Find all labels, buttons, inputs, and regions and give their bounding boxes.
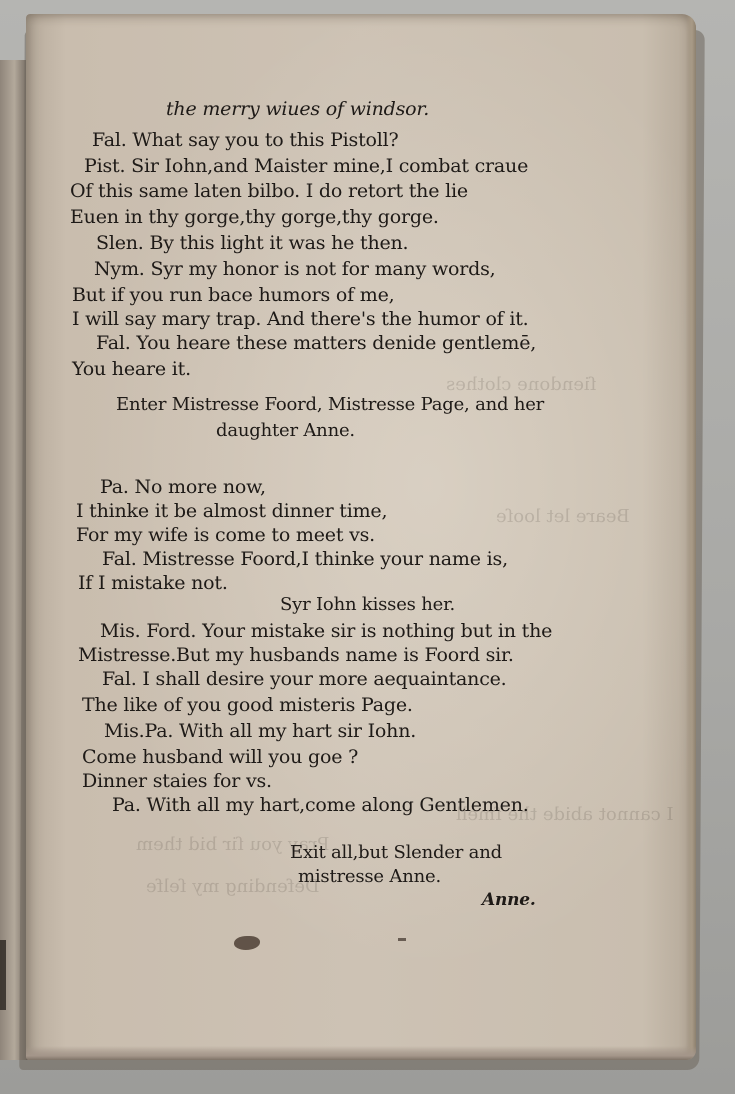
text-line: I thinke it be almost dinner time,	[76, 500, 388, 522]
running-header: the merry wiues of windsor.	[166, 98, 430, 120]
text-line: Mistresse.But my husbands name is Foord sir.	[78, 644, 514, 666]
text-line: Pist. Sir Iohn,and Maister mine,I combat craue	[84, 155, 529, 177]
text-line: For my wife is come to meet vs.	[76, 524, 376, 546]
text-line: Fal. You heare these matters denide gentlemē,	[96, 332, 537, 354]
text-line: The like of you good misteris Page.	[82, 694, 413, 716]
page-edge-right	[686, 14, 696, 1060]
show-through-text: Beare let looſe	[496, 506, 630, 527]
text-line: If I mistake not.	[78, 572, 228, 594]
show-through-text: I cannot abide the ſmell	[456, 804, 674, 825]
text-line: Mis. Ford. Your mistake sir is nothing but in the	[100, 620, 553, 642]
catchword: Anne.	[482, 890, 536, 910]
ink-mark	[398, 938, 406, 941]
show-through-text: Defending my ſelfe	[146, 876, 320, 897]
text-line: Slen. By this light it was he then.	[96, 232, 409, 254]
ink-blot	[234, 936, 260, 950]
text-line: Fal. What say you to this Pistoll?	[92, 129, 399, 151]
text-line: Mis.Pa. With all my hart sir Iohn.	[104, 720, 417, 742]
exit-direction: mistresse Anne.	[298, 866, 441, 887]
stage-direction: daughter Anne.	[216, 420, 355, 441]
text-line: Dinner staies for vs.	[82, 770, 272, 792]
facing-page-ink	[0, 940, 6, 1010]
book-page	[26, 14, 696, 1060]
text-line: Of this same laten bilbo. I do retort the lie	[70, 180, 468, 202]
stage-direction: Syr Iohn kisses her.	[280, 594, 456, 615]
stage-direction: Enter Mistresse Foord, Mistresse Page, and her	[116, 394, 545, 415]
text-line: Nym. Syr my honor is not for many words,	[94, 258, 496, 280]
show-through-text: ſiendone clothes	[446, 374, 597, 395]
exit-direction: Exit all,but Slender and	[290, 842, 502, 863]
text-line: I will say mary trap. And there's the humor of it.	[72, 308, 529, 330]
text-line: Fal. Mistresse Foord,I thinke your name is,	[102, 548, 508, 570]
text-line: Euen in thy gorge,thy gorge,thy gorge.	[70, 206, 439, 228]
text-line: But if you run bace humors of me,	[72, 284, 395, 306]
text-line: You heare it.	[72, 358, 191, 380]
text-line: Come husband will you goe ?	[82, 746, 359, 768]
text-line: Fal. I shall desire your more aequaintance.	[102, 668, 507, 690]
text-line: Pa. With all my hart,come along Gentlemen.	[112, 794, 529, 816]
page-edge-bottom	[26, 1046, 696, 1060]
show-through-text: Pray you ſir bid them	[136, 834, 330, 855]
text-line: Pa. No more now,	[100, 476, 266, 498]
